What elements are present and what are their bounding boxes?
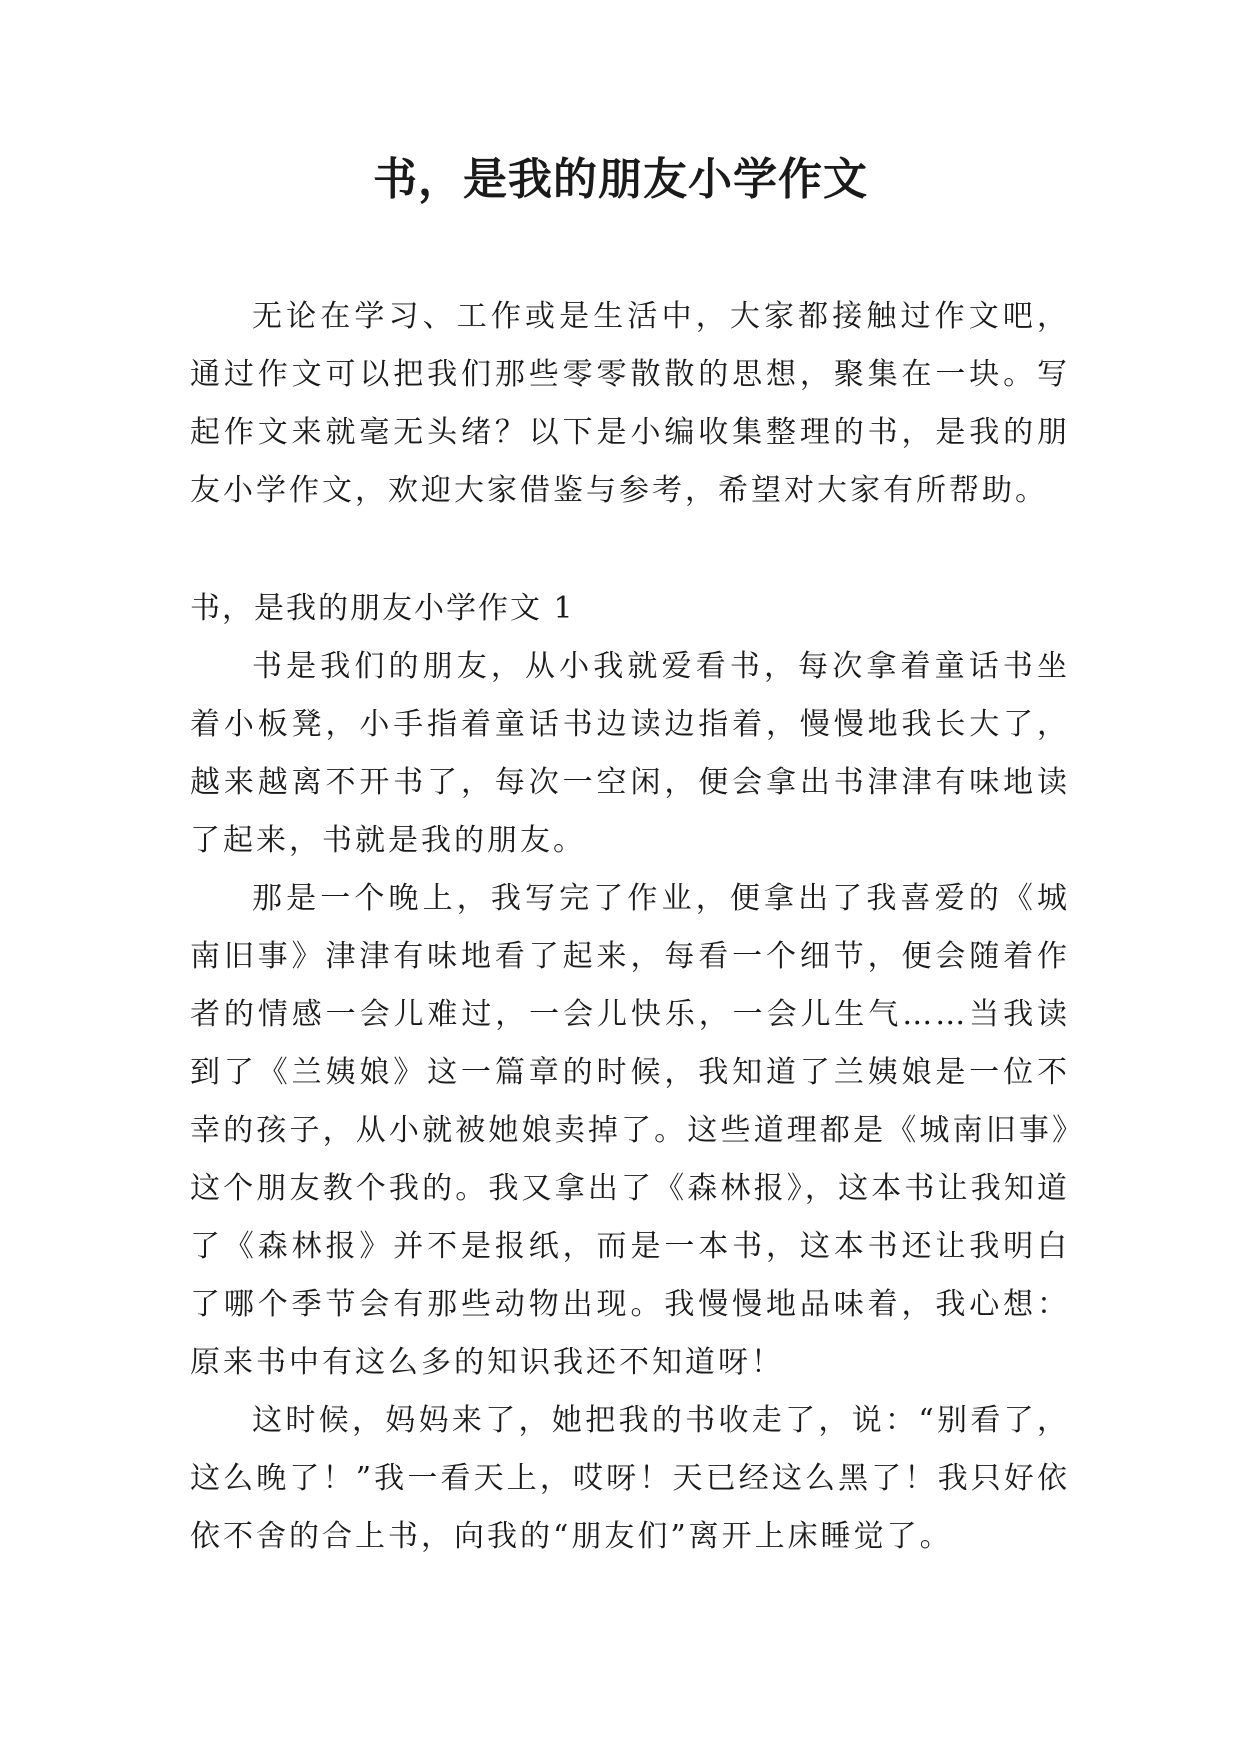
- document-title: 书，是我的朋友小学作文: [373, 154, 868, 205]
- essay-paragraph-1: 书是我们的朋友，从小我就爱看书，每次拿着童话书坐着小板凳，小手指着童话书边读边指着，慢慢地我长大了，越来越离不开书了，每次一空闲，便会拿出书津津有味地读了起来，书就是我的朋友。: [190, 649, 1070, 858]
- section-heading: 书，是我的朋友小学作文 1: [190, 591, 575, 626]
- essay-body: [190, 638, 1070, 1566]
- essay-paragraph-3: 这时候，妈妈来了，她把我的书收走了，说：“别看了，这么晚了！”我一看天上，哎呀！天已经这么黑了！我只好依依不舍的合上书，向我的“朋友们”离开上床睡觉了。: [190, 1403, 1070, 1554]
- intro-section: [190, 288, 1070, 520]
- essay-paragraph-2: 那是一个晚上，我写完了作业，便拿出了我喜爱的《城南旧事》津津有味地看了起来，每看一个细节，便会随着作者的情感一会儿难过，一会儿快乐，一会儿生气……当我读到了《兰姨娘》这一篇章的时候，我知道了兰姨娘是一位不幸的孩子，从小就被她娘卖掉了。这些道理都是《城南旧事》这个朋友教个我的。我又拿出了《森林报》，这本书让我知道了《森林报》并不是报纸，而是一本书，这本书还让我明白了哪个季节会有那些动物出现。我慢慢地品味着，我心想：原来书中有这么多的知识我还不知道呀！: [190, 881, 1070, 1380]
- intro-paragraph: 无论在学习、工作或是生活中，大家都接触过作文吧，通过作文可以把我们那些零零散散的思想，聚集在一块。写起作文来就毫无头绪？以下是小编收集整理的书，是我的朋友小学作文，欢迎大家借鉴与参考，希望对大家有所帮助。: [190, 299, 1070, 508]
